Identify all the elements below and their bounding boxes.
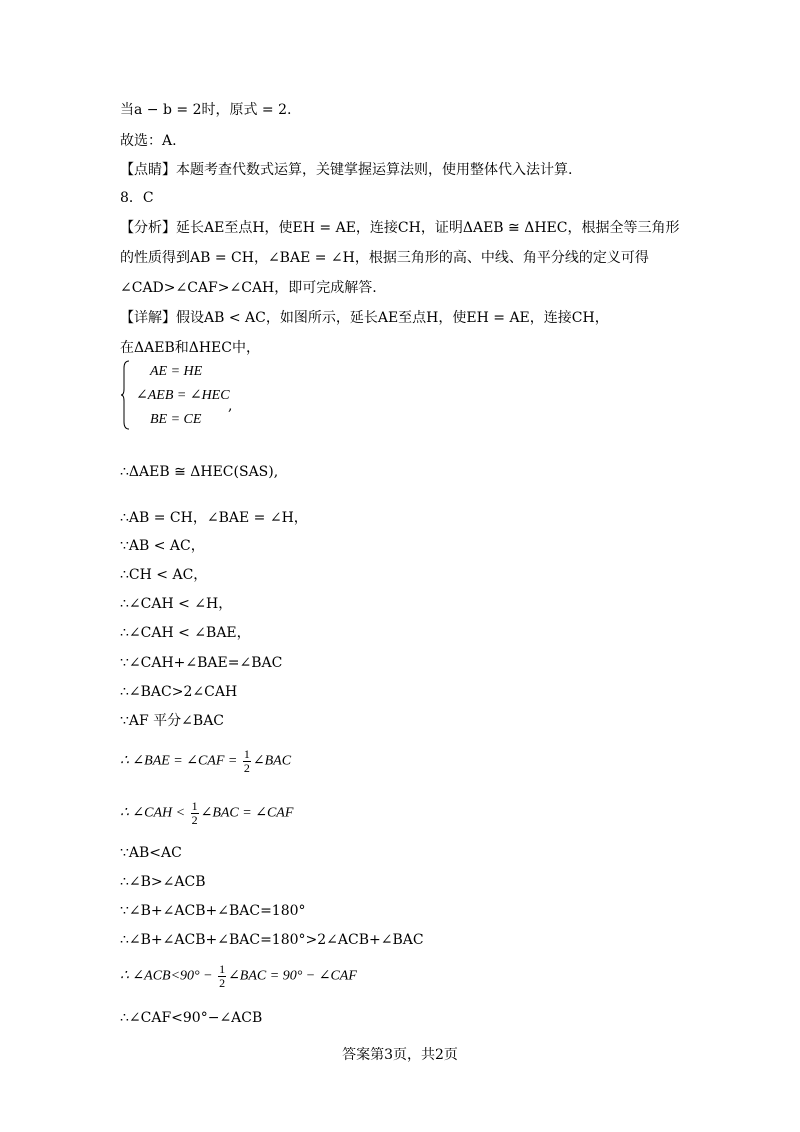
text-line-l7: ∠CAD>∠CAF>∠CAH，即可完成解答. bbox=[120, 280, 377, 296]
expr-post: ∠BAC = 90° − ∠CAF bbox=[228, 968, 357, 984]
proof-step-s7: ∵∠CAH+∠BAE=∠BAC bbox=[120, 655, 283, 671]
text-line-l6: 的性质得到AB = CH，∠BAE = ∠H，根据三角形的高、中线、角平分线的定义可得 bbox=[120, 250, 649, 266]
proof-step-s8: ∴∠BAC>2∠CAH bbox=[120, 684, 238, 700]
proof-step-t4: ∴∠B+∠ACB+∠BAC=180°>2∠ACB+∠BAC bbox=[120, 932, 424, 948]
system-equation: AE = HE bbox=[150, 364, 203, 379]
expr-post: ∠BAC = ∠CAF bbox=[200, 805, 294, 821]
expr-post: ∠BAC bbox=[252, 753, 292, 769]
proof-step-s2: ∴AB = CH，∠BAE = ∠H， bbox=[120, 510, 308, 526]
numerator: 1 bbox=[191, 799, 198, 813]
proof-step-final: ∴∠CAF<90°−∠ACB bbox=[120, 1010, 263, 1026]
proof-step-t2: ∴∠B>∠ACB bbox=[120, 874, 206, 890]
proof-step-s3: ∵AB < AC， bbox=[120, 538, 205, 554]
denominator: 2 bbox=[243, 761, 250, 775]
fraction-step-f1 bbox=[120, 748, 291, 775]
fraction bbox=[218, 963, 226, 990]
text-line-l5: 【分析】延长AE至点H，使EH = AE，连接CH，证明ΔAEB ≅ ΔHEC，根据全等三角形 bbox=[120, 220, 680, 236]
system-equation: ∠AEB = ∠HEC bbox=[136, 388, 230, 403]
denominator: 2 bbox=[191, 813, 198, 827]
system-equation: BE = CE bbox=[150, 412, 202, 427]
numerator: 1 bbox=[243, 747, 250, 761]
system-brace bbox=[120, 360, 130, 430]
text-line-l2: 故选：A. bbox=[120, 133, 177, 149]
fraction-step-f3 bbox=[120, 963, 357, 990]
denominator: 2 bbox=[219, 976, 226, 990]
proof-step-t3: ∵∠B+∠ACB+∠BAC=180° bbox=[120, 903, 306, 919]
fraction bbox=[191, 800, 199, 827]
text-line-l9: 在ΔAEB和ΔHEC中， bbox=[120, 340, 260, 356]
text-line-l3: 【点睛】本题考查代数式运算，关键掌握运算法则，使用整体代入法计算. bbox=[120, 162, 573, 178]
proof-step-s4: ∴CH < AC， bbox=[120, 567, 208, 583]
text-line-l8: 【详解】假设AB < AC，如图所示，延长AE至点H，使EH = AE，连接CH， bbox=[120, 310, 609, 326]
fraction-step-f2 bbox=[120, 800, 293, 827]
page-footer: 答案第3页，共2页 bbox=[342, 1047, 458, 1063]
proof-step-t1: ∵AB<AC bbox=[120, 845, 182, 861]
numerator: 1 bbox=[219, 962, 226, 976]
system-trailing-comma: , bbox=[228, 398, 233, 414]
text-line-l1: 当a − b = 2时，原式 = 2. bbox=[120, 102, 292, 118]
proof-step-s6: ∴∠CAH < ∠BAE， bbox=[120, 625, 251, 641]
expr-pre: ∴ ∠CAH < bbox=[120, 805, 189, 821]
proof-step-s5: ∴∠CAH < ∠H， bbox=[120, 596, 233, 612]
text-line-l4: 8．C bbox=[120, 190, 154, 206]
proof-step-s1: ∴ΔAEB ≅ ΔHEC(SAS), bbox=[120, 464, 279, 480]
expr-pre: ∴ ∠ACB<90° − bbox=[120, 968, 217, 984]
expr-pre: ∴ ∠BAE = ∠CAF = bbox=[120, 753, 241, 769]
fraction bbox=[243, 748, 251, 775]
proof-step-s9: ∵AF 平分∠BAC bbox=[120, 713, 225, 729]
